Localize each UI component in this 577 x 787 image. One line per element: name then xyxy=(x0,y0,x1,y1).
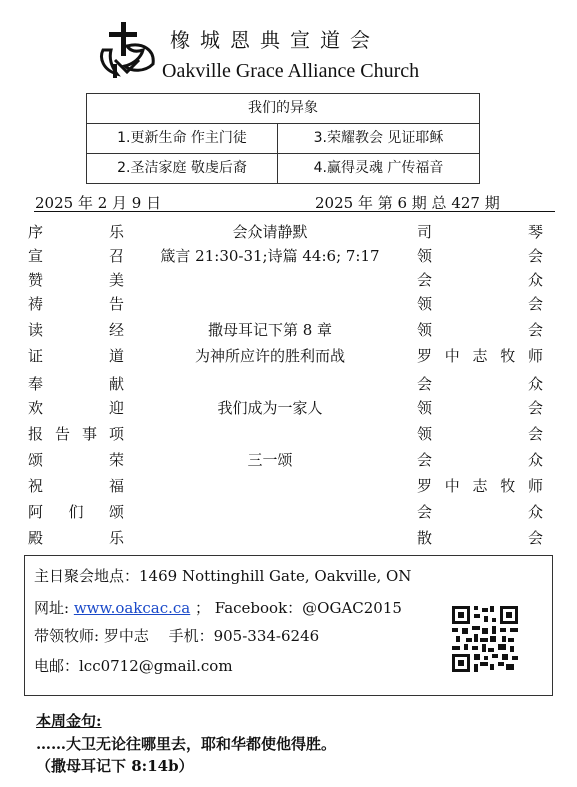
church-name-english: Oakville Grace Alliance Church xyxy=(162,60,420,82)
program-row xyxy=(0,221,577,247)
program-item: 祷告 xyxy=(28,295,124,313)
meeting-location: 主日聚会地点：1469 Nottinghill Gate, Oakville, ON xyxy=(34,567,412,585)
program-row xyxy=(0,475,577,501)
program-row xyxy=(0,345,577,371)
verse-reference: （撒母耳记下 8:14b） xyxy=(36,757,194,775)
vision-title: 我们的异象 xyxy=(87,94,479,124)
program-item: 祝福 xyxy=(28,477,124,495)
program-role: 罗中志牧师 xyxy=(417,347,543,365)
program-role: 会众 xyxy=(417,503,543,521)
program-role: 领会 xyxy=(417,295,543,313)
program-item: 颂荣 xyxy=(28,451,124,469)
program-role: 领会 xyxy=(417,321,543,339)
website-line xyxy=(34,597,402,618)
vision-box xyxy=(86,93,480,184)
vision-divider xyxy=(277,124,278,183)
website-label: 网址: xyxy=(34,599,74,617)
program-row xyxy=(0,449,577,475)
program-role: 司琴 xyxy=(417,223,543,241)
service-date: 2025 年 2 月 9 日 xyxy=(35,194,162,212)
contact-info-box xyxy=(24,555,553,696)
program-row xyxy=(0,501,577,527)
program-item: 欢迎 xyxy=(28,399,124,417)
program-row xyxy=(0,293,577,319)
program-item: 阿们颂 xyxy=(28,503,124,521)
email-contact: 电邮：lcc0712@gmail.com xyxy=(34,657,233,675)
program-role: 散会 xyxy=(417,529,543,547)
program-row xyxy=(0,527,577,553)
program-content: 为神所应许的胜利而战 xyxy=(194,347,345,365)
program-item: 奉献 xyxy=(28,375,124,393)
verse-text: ……大卫无论往哪里去，耶和华都使他得胜。 xyxy=(36,735,337,753)
qr-code-icon xyxy=(452,606,518,672)
pastor-contact: 带领牧师: 罗中志 手机：905-334-6246 xyxy=(34,627,320,645)
program-content: 箴言 21:30-31;诗篇 44:6; 7:17 xyxy=(160,247,380,265)
program-content: 三一颂 xyxy=(247,451,293,469)
vision-item: 1.更新生命 作主门徒 xyxy=(117,130,247,146)
program-item: 殿乐 xyxy=(28,529,124,547)
program-row xyxy=(0,423,577,449)
program-row xyxy=(0,269,577,295)
program-role: 罗中志牧师 xyxy=(417,477,543,495)
program-role: 领会 xyxy=(417,399,543,417)
program-role: 会众 xyxy=(417,271,543,289)
program-item: 证道 xyxy=(28,347,124,365)
vision-item: 2.圣洁家庭 敬虔后裔 xyxy=(117,160,247,176)
program-row xyxy=(0,397,577,423)
facebook-handle: ； Facebook：@OGAC2015 xyxy=(190,599,402,617)
program-content: 会众请静默 xyxy=(232,223,308,241)
program-row xyxy=(0,319,577,345)
program-item: 读经 xyxy=(28,321,124,339)
program-content: 我们成为一家人 xyxy=(217,399,323,417)
vision-item: 4.赢得灵魂 广传福音 xyxy=(313,160,444,176)
date-rule xyxy=(34,211,555,212)
program-item: 序乐 xyxy=(28,223,124,241)
website-link[interactable]: www.oakcac.ca xyxy=(73,599,191,617)
program-role: 领会 xyxy=(417,247,543,265)
program-content: 撒母耳记下第 8 章 xyxy=(207,321,333,339)
program-item: 宣召 xyxy=(28,247,124,265)
vision-item: 3.荣耀教会 见证耶稣 xyxy=(313,130,444,146)
cross-leaf-logo-icon xyxy=(97,20,157,82)
program-role: 会众 xyxy=(417,451,543,469)
verse-heading: 本周金句: xyxy=(36,712,102,730)
church-name-chinese: 橡城恩典宣道会 xyxy=(170,28,380,52)
issue-number: 2025 年 第 6 期 总 427 期 xyxy=(315,194,500,212)
program-row xyxy=(0,373,577,399)
program-role: 领会 xyxy=(417,425,543,443)
program-row xyxy=(0,245,577,271)
program-role: 会众 xyxy=(417,375,543,393)
program-item: 赞美 xyxy=(28,271,124,289)
program-item: 报告事项 xyxy=(28,425,124,443)
